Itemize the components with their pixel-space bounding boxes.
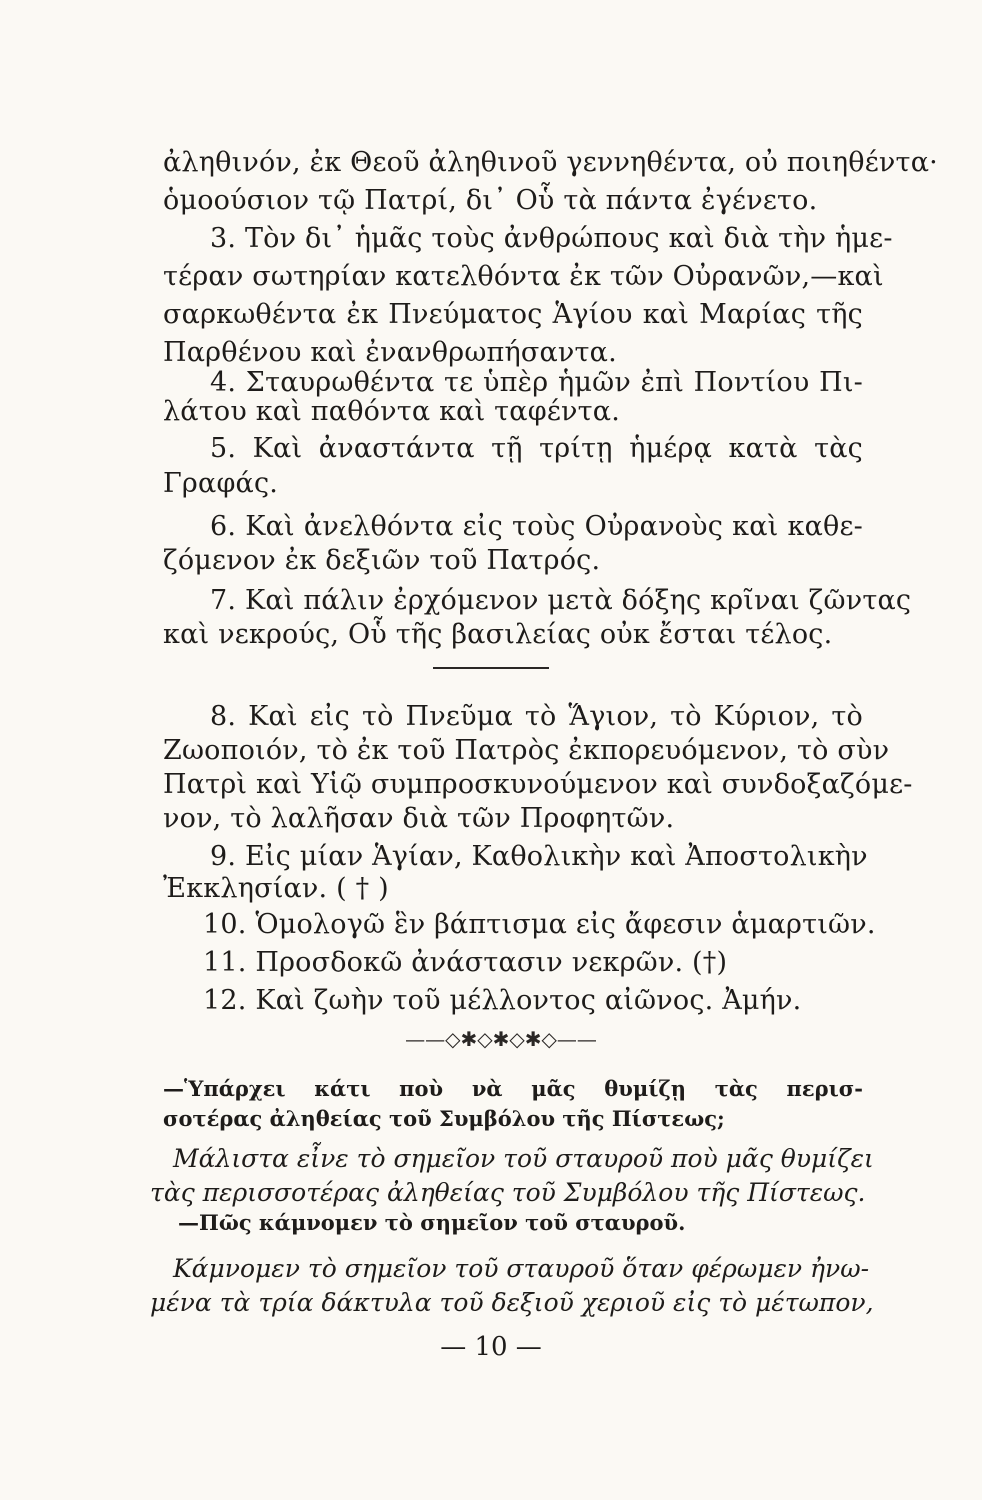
creed-article-5: 5. Καὶ ἀναστάντα τῇ τρίτῃ ἡμέρᾳ κατὰ τὰς bbox=[210, 433, 863, 464]
catechism-answer-2: Κάμνομεν τὸ σημεῖον τοῦ σταυροῦ ὅταν φέρωμεν ἠνω- bbox=[173, 1254, 870, 1283]
creed-line: Ἐκκλησίαν. ( † ) bbox=[163, 873, 389, 904]
creed-line: Παρθένου καὶ ἐνανθρωπήσαντα. bbox=[163, 337, 617, 368]
page-number: — 10 — bbox=[440, 1332, 542, 1362]
creed-article-7: 7. Καὶ πάλιν ἐρχόμενον μετὰ δόξης κρῖναι ζῶντας bbox=[210, 585, 912, 616]
creed-article-4: 4. Σταυρωθέντα τε ὑπὲρ ἡμῶν ἐπὶ Ποντίου Πι- bbox=[210, 367, 863, 398]
catechism-question-2: —Πῶς κάμνομεν τὸ σημεῖον τοῦ σταυροῦ. bbox=[178, 1210, 686, 1235]
creed-line: λάτου καὶ παθόντα καὶ ταφέντα. bbox=[163, 396, 620, 427]
creed-article-6: 6. Καὶ ἀνελθόντα εἰς τοὺς Οὐρανοὺς καὶ καθε- bbox=[210, 511, 863, 542]
creed-line: Ζωοποιόν, τὸ ἐκ τοῦ Πατρὸς ἐκπορευόμενον, τὸ σὺν bbox=[163, 735, 890, 766]
catechism-answer-1-cont: τὰς περισσοτέρας ἀληθείας τοῦ Συμβόλου τῆς Πίστεως. bbox=[150, 1178, 866, 1207]
catechism-question-1: —Ὑπάρχει κάτι ποὺ νὰ μᾶς θυμίζῃ τὰς περισ- bbox=[163, 1076, 863, 1101]
creed-article-9: 9. Εἰς μίαν Ἁγίαν, Καθολικὴν καὶ Ἀποστολικὴν bbox=[210, 841, 868, 872]
ornamental-divider: ——◇✱◇✱◇✱◇—— bbox=[405, 1027, 597, 1051]
creed-article-8: 8. Καὶ εἰς τὸ Πνεῦμα τὸ Ἅγιον, τὸ Κύριον, τὸ bbox=[210, 701, 863, 732]
creed-line: τέραν σωτηρίαν κατελθόντα ἐκ τῶν Οὐρανῶν,—καὶ bbox=[163, 261, 884, 292]
creed-article-11: 11. Προσδοκῶ ἀνάστασιν νεκρῶν. (†) bbox=[203, 947, 728, 978]
creed-article-10: 10. Ὁμολογῶ ἓν βάπτισμα εἰς ἄφεσιν ἁμαρτιῶν. bbox=[203, 909, 876, 940]
section-divider bbox=[433, 667, 549, 669]
creed-article-12: 12. Καὶ ζωὴν τοῦ μέλλοντος αἰῶνος. Ἀμήν. bbox=[203, 985, 802, 1016]
creed-line: ζόμενον ἐκ δεξιῶν τοῦ Πατρός. bbox=[163, 545, 601, 576]
creed-line: νον, τὸ λαλῆσαν διὰ τῶν Προφητῶν. bbox=[163, 803, 675, 834]
creed-line: ὁμοούσιον τῷ Πατρί, δι᾽ Οὗ τὰ πάντα ἐγένετο. bbox=[163, 185, 818, 216]
creed-line: ἀληθινόν, ἐκ Θεοῦ ἀληθινοῦ γεννηθέντα, οὐ ποιηθέντα· bbox=[163, 147, 938, 178]
creed-line: Γραφάς. bbox=[163, 468, 279, 499]
catechism-answer-2-cont: μένα τὰ τρία δάκτυλα τοῦ δεξιοῦ χεριοῦ εἰς τὸ μέτωπον, bbox=[150, 1288, 874, 1317]
creed-line: καὶ νεκρούς, Οὗ τῆς βασιλείας οὐκ ἔσται τέλος. bbox=[163, 619, 833, 650]
creed-line: Πατρὶ καὶ Υἱῷ συμπροσκυνούμενον καὶ συνδοξαζόμε- bbox=[163, 769, 913, 800]
catechism-answer-1: Μάλιστα εἶνε τὸ σημεῖον τοῦ σταυροῦ ποὺ μᾶς θυμίζει bbox=[173, 1144, 874, 1173]
creed-article-3: 3. Τὸν δι᾽ ἡμᾶς τοὺς ἀνθρώπους καὶ διὰ τὴν ἡμε- bbox=[210, 223, 893, 254]
catechism-question-1-cont: σοτέρας ἀληθείας τοῦ Συμβόλου τῆς Πίστεως; bbox=[163, 1106, 725, 1131]
creed-line: σαρκωθέντα ἐκ Πνεύματος Ἁγίου καὶ Μαρίας τῆς bbox=[163, 299, 863, 330]
